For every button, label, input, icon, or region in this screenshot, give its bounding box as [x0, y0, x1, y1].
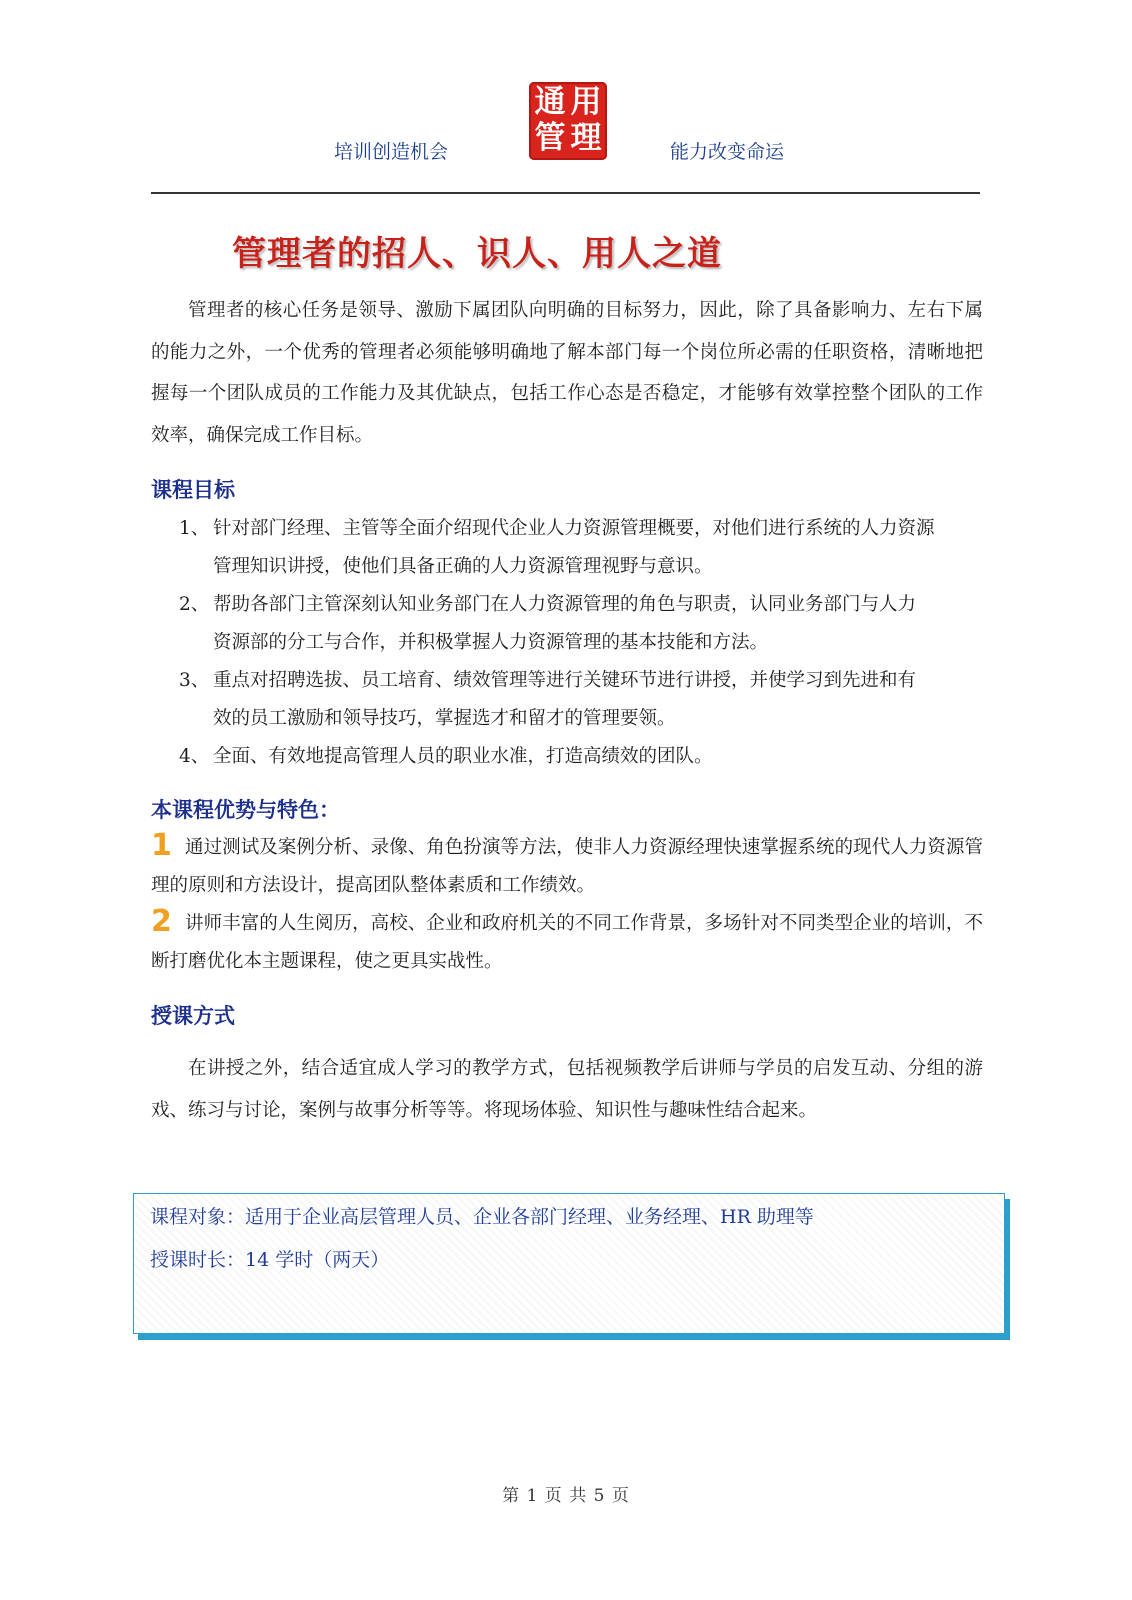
slogan-right: 能力改变命运 [670, 141, 785, 163]
feature-number: 1 [151, 828, 172, 863]
header-divider [151, 192, 980, 194]
objective-item [179, 662, 983, 738]
course-info-box [133, 1193, 1005, 1334]
objective-number: 3、 [179, 670, 210, 691]
logo-char-3: 管 [534, 120, 566, 156]
objectives-heading: 课程目标 [151, 478, 235, 502]
objective-item [179, 738, 983, 776]
objective-text: 针对部门经理、主管等全面介绍现代企业人力资源管理概要，对他们进行系统的人力资源 [213, 518, 935, 539]
objective-item [179, 586, 983, 662]
objective-text: 帮助各部门主管深刻认知业务部门在人力资源管理的角色与职责，认同业务部门与人力 [213, 594, 917, 615]
objective-number: 4、 [179, 746, 210, 767]
objective-item [179, 510, 983, 586]
feature-text: 通过测试及案例分析、录像、角色扮演等方法，使非人力资源经理快速掌握系统的现代人力资源管理的原则和方法设计，提高团队整体素质和工作绩效。 [151, 837, 983, 896]
objective-number: 2、 [179, 594, 210, 615]
objective-text-continued: 资源部的分工与合作，并积极掌握人力资源管理的基本技能和方法。 [213, 632, 769, 653]
course-audience: 课程对象：适用于企业高层管理人员、企业各部门经理、业务经理、HR 助理等 [150, 1206, 814, 1228]
objective-text-continued: 管理知识讲授，使他们具备正确的人力资源管理视野与意识。 [213, 556, 713, 577]
feature-item [151, 903, 983, 981]
feature-text: 讲师丰富的人生阅历，高校、企业和政府机关的不同工作背景，多场针对不同类型企业的培训，不断打磨优化本主题课程，使之更具实战性。 [151, 913, 983, 972]
objective-text-continued: 效的员工激励和领导技巧，掌握选才和留才的管理要领。 [213, 708, 676, 729]
method-heading: 授课方式 [151, 1004, 235, 1028]
document-title: 管理者的招人、识人、用人之道 [232, 234, 722, 274]
feature-number: 2 [151, 904, 172, 939]
logo-char-1: 通 [534, 84, 566, 120]
intro-paragraph: 管理者的核心任务是领导、激励下属团队向明确的目标努力，因此，除了具备影响力、左右下属的能力之外，一个优秀的管理者必须能够明确地了解本部门每一个岗位所必需的任职资格，清晰地把握每一个团队成员的工作能力及其优缺点，包括工作心态是否稳定，才能够有效掌控整个团队的工作效率，确保完成工作目标。 [151, 300, 983, 446]
course-duration: 授课时长：14 学时（两天） [150, 1249, 390, 1271]
objective-number: 1、 [179, 518, 210, 539]
logo-char-4: 理 [570, 120, 602, 156]
objective-text: 全面、有效地提高管理人员的职业水准，打造高绩效的团队。 [213, 746, 713, 767]
page-number: 第 1 页 共 5 页 [502, 1486, 630, 1506]
objective-text: 重点对招聘选拔、员工培育、绩效管理等进行关键环节进行讲授，并使学习到先进和有 [213, 670, 917, 691]
company-logo [529, 82, 607, 160]
feature-item [151, 827, 983, 905]
slogan-left: 培训创造机会 [334, 141, 449, 163]
method-paragraph: 在讲授之外，结合适宜成人学习的教学方式，包括视频教学后讲师与学员的启发互动、分组的游戏、练习与讨论，案例与故事分析等等。将现场体验、知识性与趣味性结合起来。 [151, 1058, 983, 1121]
features-heading: 本课程优势与特色： [151, 798, 340, 822]
logo-char-2: 用 [570, 84, 602, 120]
